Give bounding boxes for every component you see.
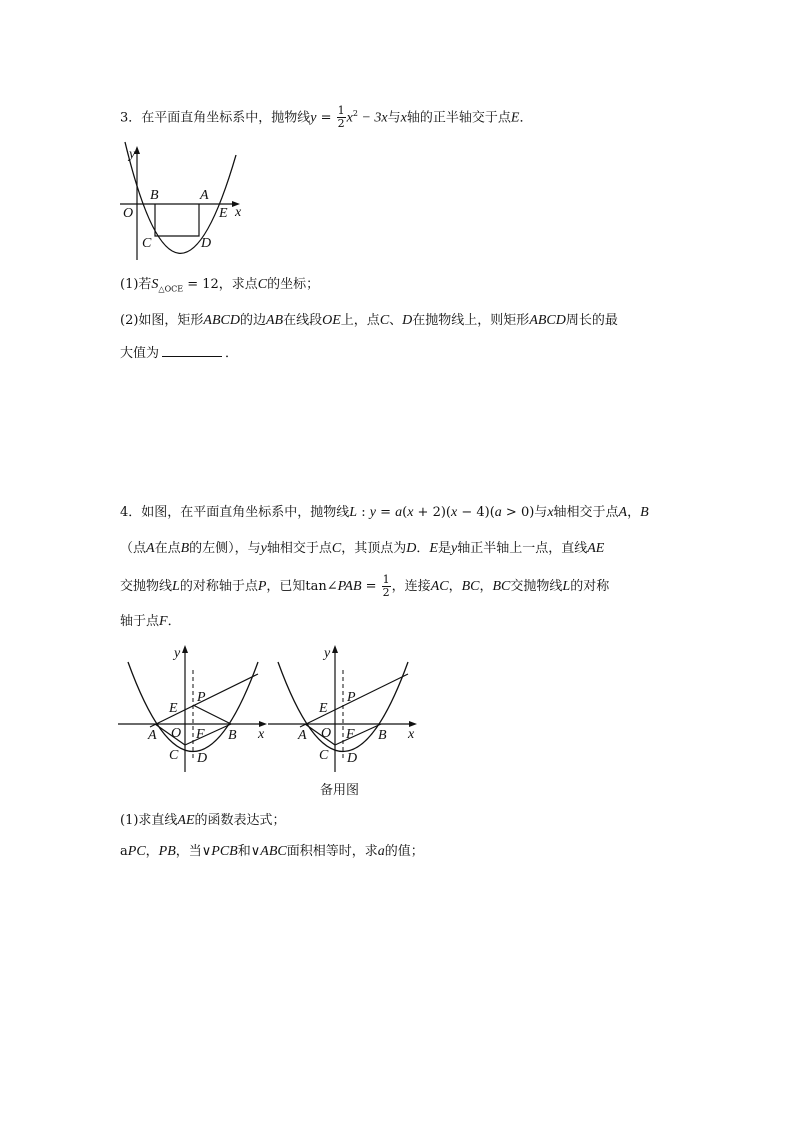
problem4-line1: 4．如图，在平面直角坐标系中，抛物线L : y = a(x + 2)(x − 4)(a > 0)与x轴相交于点A，B [120,505,649,520]
problem3-question2: (2)如图，矩形ABCD的边AB在线段OE上，点C、D在抛物线上，则矩形ABCD周长的最 [120,313,618,328]
y-axis-arrow [182,645,188,653]
label-o: O [321,726,332,741]
label-x: x [408,727,415,742]
problem3-question1: (1)若$S_{\triangle OCE} = 12$，求点C的坐标； [120,277,320,294]
problem3-statement: 3．在平面直角坐标系中，抛物线y = $\frac{1}{2}$ $x^2 - 3x$与x轴的正半轴交于点E． [120,104,533,131]
label-b: B [150,188,159,203]
answer-blank [162,344,222,357]
label-o: O [171,726,182,741]
label-c: C [142,236,152,251]
label-b: B [378,728,387,743]
problem4-line4: 轴于点F． [120,614,181,629]
label-y: y [324,646,331,661]
label-d: D [347,751,358,766]
label-b: B [228,728,237,743]
problem4-backup-figure [268,642,423,772]
label-e: E [219,206,228,221]
label-p: P [347,690,356,705]
problem4-line2: （点A在点B的左侧），与y轴相交于点C，其顶点为D．E是y轴正半轴上一点，直线AE [120,541,605,556]
label-e: E [169,701,178,716]
label-p: P [197,690,206,705]
label-a: A [200,188,209,203]
problem4-question2: aPC，PB，当∨PCB和∨ABC面积相等时，求a的值； [120,844,424,859]
problem3-question2-cont: 大值为 ． [120,346,239,361]
label-f: F [346,727,355,742]
rectangle-abcd [155,204,199,236]
problem3-figure [115,142,255,260]
figure-caption: 备用图 [320,783,360,798]
segment-bc [335,724,381,745]
y-axis-arrow [332,645,338,653]
problem4-figure [118,642,273,772]
label-a: A [148,728,157,743]
segment-bc [185,724,231,745]
label-c: C [319,748,329,763]
label-d: D [197,751,208,766]
fraction-one-half: $\frac{1}{2}$ [337,104,345,131]
label-c: C [169,748,179,763]
label-y: y [174,646,181,661]
label-o: O [123,206,134,221]
segment-pb [193,705,231,724]
problem4-line3: 交抛物线L的对称轴于点P，已知tan∠PAB = $\frac{1}{2}$ ，连接AC，BC，BC交抛物线L的对称 [120,573,610,599]
label-e: E [319,701,328,716]
label-f: F [196,727,205,742]
label-d: D [201,236,212,251]
label-x: x [258,727,265,742]
fraction-one-half: $\frac{1}{2}$ [382,573,390,599]
label-x: x [235,205,242,220]
label-y: y [129,147,136,162]
label-a: A [298,728,307,743]
problem4-question1: (1)求直线AE的函数表达式； [120,813,286,828]
